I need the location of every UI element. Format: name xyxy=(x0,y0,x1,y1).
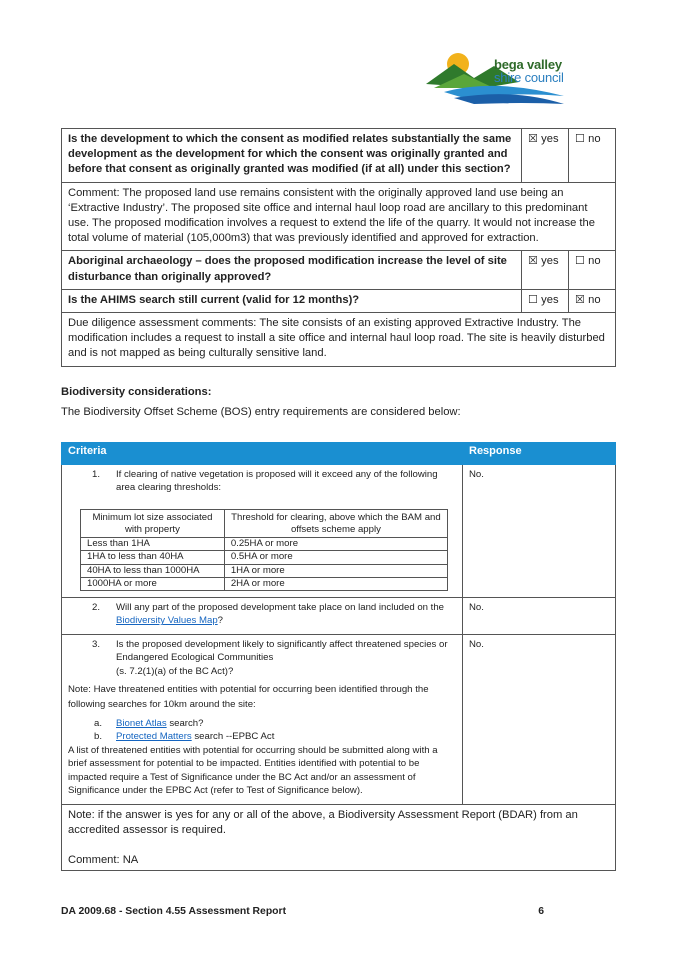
checkbox-mark: ☒ xyxy=(575,293,586,306)
criteria-cell xyxy=(62,598,463,635)
yes-label: yes xyxy=(541,293,559,306)
assessment-questions-table xyxy=(61,128,616,367)
threshold-table xyxy=(80,509,448,591)
threshold-row xyxy=(81,564,448,577)
biodiversity-intro: The Biodiversity Offset Scheme (BOS) entry requirements are considered below: xyxy=(61,406,461,418)
biodiversity-heading: Biodiversity considerations: xyxy=(61,386,212,398)
threshold-header-row xyxy=(81,509,448,537)
yes-checkbox[interactable] xyxy=(522,289,569,312)
criteria-header-row xyxy=(62,443,616,465)
threshold-value: 0.25HA or more xyxy=(224,538,447,551)
threshold-value: 0.5HA or more xyxy=(224,551,447,564)
logo-line-2: shire council xyxy=(494,70,564,85)
comment-row xyxy=(62,182,616,251)
lot-size: 1000HA or more xyxy=(81,577,225,590)
item-number: 2. xyxy=(91,602,100,614)
checkbox-mark: ☐ xyxy=(575,255,586,268)
no-label: no xyxy=(588,293,601,306)
yes-label: yes xyxy=(541,133,559,145)
question-row xyxy=(62,289,616,312)
criteria-table xyxy=(61,442,616,871)
item-text-end: ? xyxy=(217,615,224,627)
protected-matters-link[interactable]: Protected Matters xyxy=(116,731,192,743)
page-footer xyxy=(61,906,549,917)
response-cell: No. xyxy=(463,598,616,635)
final-comment: Comment: NA xyxy=(68,853,139,866)
yes-label: yes xyxy=(541,255,559,268)
no-label: no xyxy=(588,255,601,268)
checkbox-mark: ☒ xyxy=(528,255,539,268)
item-number: 1. xyxy=(91,469,100,480)
question-text: Is the AHIMS search still current (valid for 12 months)? xyxy=(62,289,522,312)
item-text: If clearing of native vegetation is proposed will it exceed any of the following area clearing thresholds: xyxy=(116,469,438,494)
item-text: Will any part of the proposed development take place on land included on the xyxy=(116,602,445,614)
sub-item-text: search? xyxy=(166,718,204,730)
final-note-cell xyxy=(62,804,616,871)
council-logo-text xyxy=(494,58,564,84)
no-label: no xyxy=(588,133,601,145)
comment-text: Comment: The proposed land use remains consistent with the originally approved land use being an ‘Extractive Industry’. The proposed site office and internal haul loop road are ancillary to this predominant use. The proposed modification involves a request to extend the life of the quarry. It would not increase the total volume of material (105,000m3) that was previously identified and approved for extraction. xyxy=(62,182,616,251)
question-text: Aboriginal archaeology – does the proposed modification increase the level of site disturbance than originally approved? xyxy=(62,251,522,289)
item-text-ref: (s. 7.2(1)(a) of the BC Act)? xyxy=(116,665,234,677)
item-text: Is the proposed development likely to significantly affect threatened species or Endangered Ecological Communities xyxy=(116,638,448,664)
threshold-header: Threshold for clearing, above which the BAM and offsets scheme apply xyxy=(224,509,447,537)
no-checkbox[interactable] xyxy=(569,251,616,289)
biodiversity-values-map-link[interactable]: Biodiversity Values Map xyxy=(116,615,218,627)
threshold-header: Minimum lot size associated with property xyxy=(81,509,225,537)
bionet-atlas-link[interactable]: Bionet Atlas xyxy=(116,718,167,730)
threshold-row xyxy=(81,551,448,564)
logo-line-1: bega valley xyxy=(494,57,562,72)
criteria-row xyxy=(62,634,616,804)
threshold-row xyxy=(81,577,448,590)
threshold-value: 1HA or more xyxy=(224,564,447,577)
threatened-entities-note: Note: Have threatened entities with potential for occurring been identified through the following searches for 10km around the site: xyxy=(68,684,429,711)
sub-item-text: search --EPBC Act xyxy=(191,731,275,743)
threshold-value: 2HA or more xyxy=(224,577,447,590)
yes-checkbox[interactable] xyxy=(522,251,569,289)
footer-title: DA 2009.68 - Section 4.55 Assessment Report xyxy=(61,906,287,917)
yes-checkbox[interactable] xyxy=(522,129,569,183)
criteria-cell xyxy=(62,465,463,598)
comment-row xyxy=(62,313,616,367)
item-number: 3. xyxy=(91,638,100,650)
response-header: Response xyxy=(463,443,616,465)
checkbox-mark: ☒ xyxy=(528,133,539,145)
criteria-header: Criteria xyxy=(62,443,463,465)
threatened-entities-paragraph: A list of threatened entities with potential for occurring should be submitted along with a brief assessment for potential to be impacted. Entities identified with potential to be impacted require a Test of Significance under the BC Act and/or an assessment of Significance under the EPBC Act (refer to Test of Significance below). xyxy=(68,744,438,797)
checkbox-mark: ☐ xyxy=(575,133,586,145)
response-cell: No. xyxy=(463,634,616,804)
lot-size: Less than 1HA xyxy=(81,538,225,551)
question-text: Is the development to which the consent as modified relates substantially the same development as the development for which the consent was originally granted and before that consent as originally granted was modified (if at all) under this section? xyxy=(62,129,522,183)
bdar-note: Note: if the answer is yes for any or all of the above, a Biodiversity Assessment Report (BDAR) from an accredited assessor is required. xyxy=(68,808,578,836)
final-note-row xyxy=(62,804,616,871)
sub-item-number: b. xyxy=(93,731,102,743)
question-row xyxy=(62,251,616,289)
question-row xyxy=(62,129,616,183)
sub-item-number: a. xyxy=(93,718,102,730)
criteria-row xyxy=(62,598,616,635)
no-checkbox[interactable] xyxy=(569,289,616,312)
criteria-row xyxy=(62,465,616,598)
response-cell: No. xyxy=(463,465,616,598)
lot-size: 1HA to less than 40HA xyxy=(81,551,225,564)
comment-text: Due diligence assessment comments: The site consists of an existing approved Extractive Industry. The modification includes a request to install a site office and internal haul loop road. The site is heavily disturbed and is not mapped as being culturally sensitive land. xyxy=(62,313,616,367)
threshold-row xyxy=(81,538,448,551)
no-checkbox[interactable] xyxy=(569,129,616,183)
checkbox-mark: ☐ xyxy=(528,293,539,306)
page-number: 6 xyxy=(538,906,544,917)
lot-size: 40HA to less than 1000HA xyxy=(81,564,225,577)
criteria-cell xyxy=(62,634,463,804)
